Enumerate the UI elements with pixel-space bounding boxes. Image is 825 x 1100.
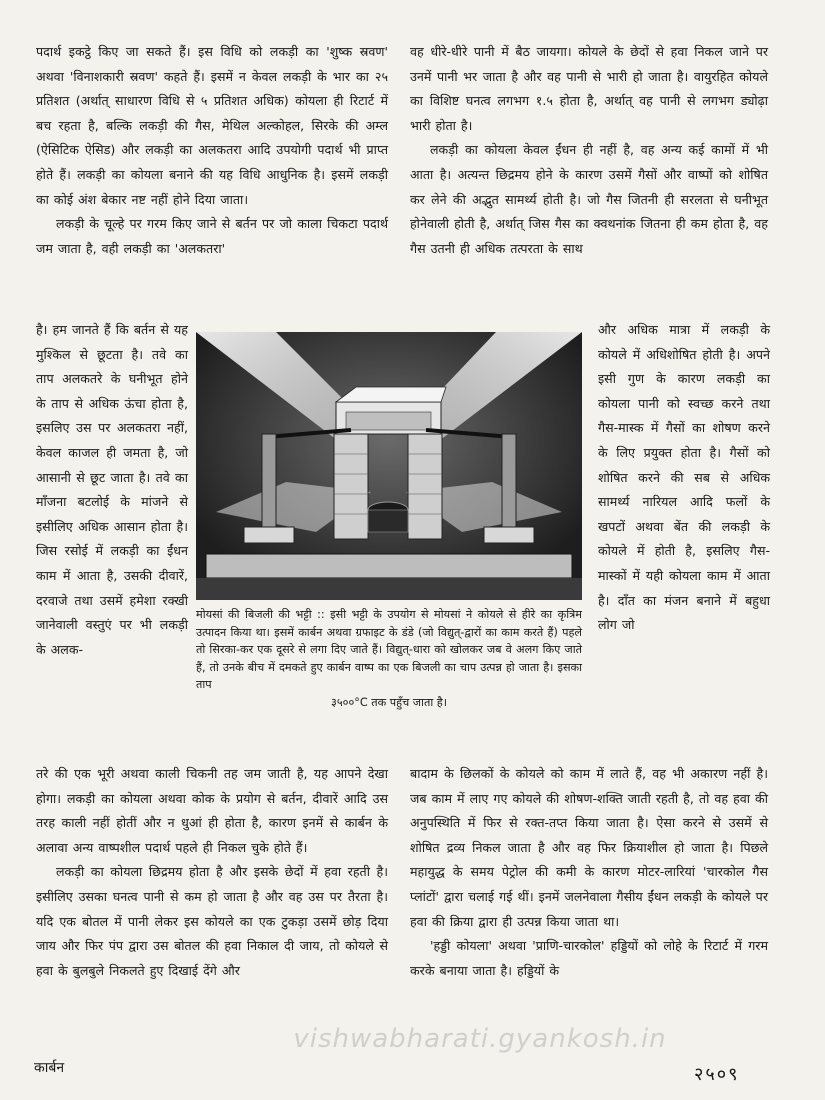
page-number: २५०९ xyxy=(694,1064,740,1085)
caption-temperature: ३५००°C तक पहुँच जाता है। xyxy=(331,695,447,709)
right-column-top xyxy=(410,40,768,261)
paragraph: तरे की एक भूरी अथवा काली चिकनी तह जम जाती है, यह आपने देखा होगा। लकड़ी का कोयला अथवा कोक के प्रयोग से बर्तन, दीवारें आदि उस तरह काली नहीं होतीं और न धुआं ही होता है, कारण इनमें से कार्बन के अलावा अन्य वाष्पशील पदार्थ पहले ही निकल चुके होते हैं। xyxy=(36,766,388,855)
watermark-text: vishwabharati.gyankosh.in xyxy=(293,1024,667,1054)
paragraph: 'हड्डी कोयला' अथवा 'प्राणि-चारकोल' हड्डियों को लोहे के रिटार्ट में गरम करके बनाया जाता है। हड्डियों के xyxy=(410,938,768,978)
electrode-stand-left xyxy=(262,434,276,529)
furnace-illustration xyxy=(196,332,582,600)
caption-text: मोयसां की बिजली की भट्टी :: इसी भट्टी के उपयोग से मोयसां ने कोयले से हीरे का कृत्रिम उत्पादन किया था। इसमें कार्बन अथवा ग्रफाइट के डंडे (जो विद्युत्-द्वारों का काम करते हैं) पहले तो सिरका-कर एक दूसरे से लगा दिए जाते हैं। विद्युत्-धारा को खोलकर जब वे अलग किए जाते हैं, तो उनके बीच में दमकते हुए कार्बन वाष्प का एक बिजली का चाप उत्पन्न हो जाता है। इसका ताप xyxy=(196,608,582,692)
right-column-wrap xyxy=(598,318,770,638)
paragraph: और अधिक मात्रा में लकड़ी के कोयले में अधिशोषित होती है। अपने इसी गुण के कारण लकड़ी का कोयला पानी को स्वच्छ करने तथा गैस-मास्क में गैसों का शोषण करने के लिए प्रयुक्त होता है। गैसों को शोषित करने की सब से अधिक सामर्थ्य नारियल आदि फलों के खपटों अथवा बेंत की लकड़ी के कोयले में होती है, इसलिए गैस-मास्कों में यही कोयला काम में आता है। दाँत का मंजन बनाने में बहुधा लोग जो xyxy=(598,322,770,633)
figure-caption xyxy=(196,606,582,712)
left-column-bottom xyxy=(36,762,388,983)
running-footer-word: कार्बन xyxy=(34,1060,65,1076)
left-column-top xyxy=(36,40,388,261)
right-column-bottom xyxy=(410,762,768,983)
paragraph: है। हम जानते हैं कि बर्तन से यह मुश्किल से छूटता है। तवे का ताप अलकतरे के घनीभूत होने के ताप से अधिक ऊंचा होता है, इसलिए उस पर अलकतरा नहीं, केवल काजल ही जमता है, जो आसानी से छूट जाता है। तवे का माँजना बटलोई के मांजने से इसीलिए अधिक आसान होता है। जिस रसोई में लकड़ी का ईंधन काम में आता है, उसकी दीवारें, दरवाजे तथा उसमें हमेशा रक्खी जानेवाली वस्तुएं पर भी लकड़ी के अलक- xyxy=(36,322,188,657)
furnace-base xyxy=(206,554,572,578)
paragraph: वह धीरे-धीरे पानी में बैठ जायगा। कोयले के छेदों से हवा निकल जाने पर उनमें पानी भर जाता है और वह पानी से भारी हो जाता है। वायुरहित कोयले का विशिष्ट घनत्व लगभग १.५ होता है, अर्थात् वह पानी से लगभग ड्योढ़ा भारी होता है। xyxy=(410,44,768,133)
paragraph: लकड़ी के चूल्हे पर गरम किए जाने से बर्तन पर जो काला चिकटा पदार्थ जम जाता है, वही लकड़ी का 'अलकतरा' xyxy=(36,216,388,256)
paragraph: पदार्थ इकट्ठे किए जा सकते हैं। इस विधि को लकड़ी का 'शुष्क स्रवण' अथवा 'विनाशकारी स्रवण' कहते हैं। इसमें न केवल लकड़ी के भार का २५ प्रतिशत (अर्थात् साधारण विधि से ५ प्रतिशत अधिक) कोयला ही रिटार्ट में बच रहता है, बल्कि लकड़ी की गैस, मेथिल अल्कोहल, सिरके की अम्ल (ऐसिटिक ऐसिड) और लकड़ी का अलकतरा आदि उपयोगी पदार्थ भी प्राप्त होते हैं। लकड़ी का कोयला बनाने की यह विधि आधुनिक है। इसमें लकड़ी का कोई अंश बेकार नष्ट नहीं होने दिया जाता। xyxy=(36,44,388,207)
paragraph: लकड़ी का कोयला केवल ईंधन ही नहीं है, वह अन्य कई कामों में भी आता है। अत्यन्त छिद्रमय होने के कारण उसमें गैसों और वाष्पों को शोषित कर लेने की अद्भुत सामर्थ्य होती है। जो गैस जितनी ही सरलता से घनीभूत होनेवाली होती है, अर्थात् जिस गैस का क्वथनांक जितना ही कम होता है, वह गैस उतनी ही अधिक तत्परता के साथ xyxy=(410,142,768,256)
electrode-stand-right xyxy=(502,434,516,529)
paragraph: बादाम के छिलकों के कोयले को काम में लाते हैं, वह भी अकारण नहीं है। जब काम में लाए गए कोयले की शोषण-शक्ति जाती रहती है, तो वह हवा की अनुपस्थिति में फिर से रक्त-तप्त किया जाता है। ऐसा करने से उसमें से शोषित द्रव्य निकल जाता है और वह फिर क्रियाशील हो जाता है। पिछले महायुद्ध के समय पेट्रोल की कमी के कारण मोटर-लारियां 'चारकोल गैस प्लांटों' द्वारा चलाई गई थीं। इनमें जलनेवाला गैसीय ईंधन लकड़ी के कोयले पर हवा की क्रिया द्वारा ही उत्पन्न किया जाता था। xyxy=(410,766,768,929)
left-column-wrap xyxy=(36,318,188,662)
electric-furnace-photo xyxy=(196,332,582,600)
paragraph: लकड़ी का कोयला छिद्रमय होता है और इसके छेदों में हवा रहती है। इसीलिए उसका घनत्व पानी से कम हो जाता है और वह उस पर तैरता है। यदि एक बोतल में पानी लेकर इस कोयले का एक टुकड़ा उसमें छोड़ दिया जाय और फिर पंप द्वारा उस बोतल की हवा निकाल दी जाय, तो कोयले से हवा के बुलबुले निकलते हुए दिखाई देंगे और xyxy=(36,864,388,978)
